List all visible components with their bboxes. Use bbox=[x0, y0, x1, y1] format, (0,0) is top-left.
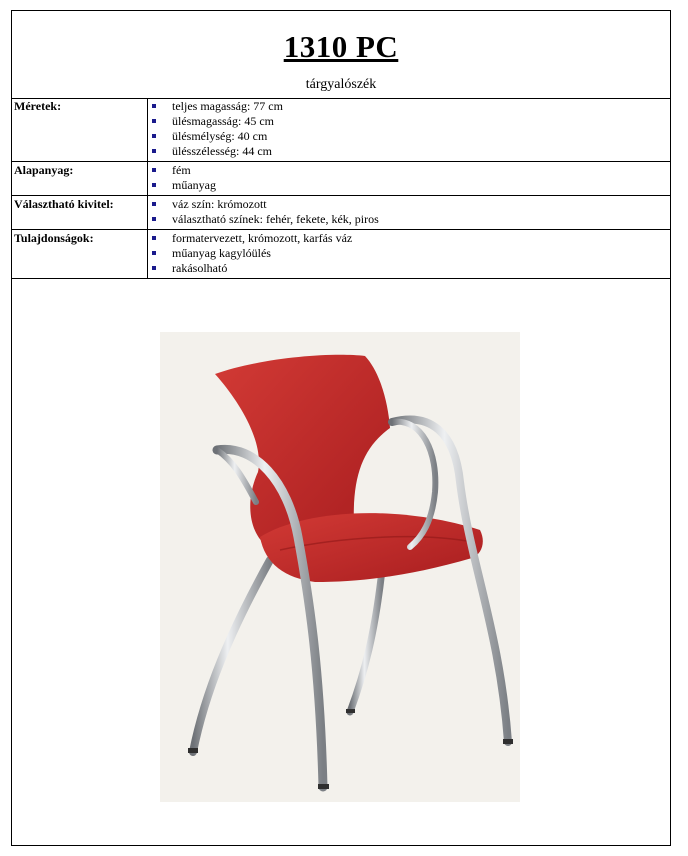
spec-label: Alapanyag: bbox=[12, 162, 148, 196]
image-area bbox=[12, 276, 670, 845]
list-item: ülésszélesség: 44 cm bbox=[148, 144, 670, 159]
list-item: váz szín: krómozott bbox=[148, 197, 670, 212]
spec-label: Választható kivitel: bbox=[12, 196, 148, 230]
spec-table bbox=[12, 98, 670, 279]
page-subtitle: tárgyalószék bbox=[305, 77, 377, 92]
spec-values-list bbox=[148, 231, 670, 276]
spec-label: Méretek: bbox=[12, 98, 148, 162]
list-item: ülésmagasság: 45 cm bbox=[148, 114, 670, 129]
list-item: műanyag bbox=[148, 178, 670, 193]
list-item: ülésmélység: 40 cm bbox=[148, 129, 670, 144]
spec-row-alapanyag bbox=[12, 162, 670, 196]
spec-row-tulajdonsagok bbox=[12, 230, 670, 279]
spec-row-meretek bbox=[12, 98, 670, 162]
chair-icon bbox=[160, 332, 520, 802]
list-item: teljes magasság: 77 cm bbox=[148, 99, 670, 114]
list-item: formatervezett, krómozott, karfás váz bbox=[148, 231, 670, 246]
spec-values-list bbox=[148, 163, 670, 193]
spec-row-valaszthato-kivitel bbox=[12, 196, 670, 230]
page-frame bbox=[11, 10, 671, 846]
list-item: választható színek: fehér, fekete, kék, piros bbox=[148, 212, 670, 227]
spec-values-list bbox=[148, 197, 670, 227]
chair-photo bbox=[160, 332, 520, 802]
list-item: műanyag kagylóülés bbox=[148, 246, 670, 261]
title-block bbox=[12, 11, 670, 99]
list-item: fém bbox=[148, 163, 670, 178]
page-title: 1310 PC bbox=[283, 29, 399, 64]
spec-label: Tulajdonságok: bbox=[12, 230, 148, 279]
list-item: rakásolható bbox=[148, 261, 670, 276]
spec-values-list bbox=[148, 99, 670, 159]
